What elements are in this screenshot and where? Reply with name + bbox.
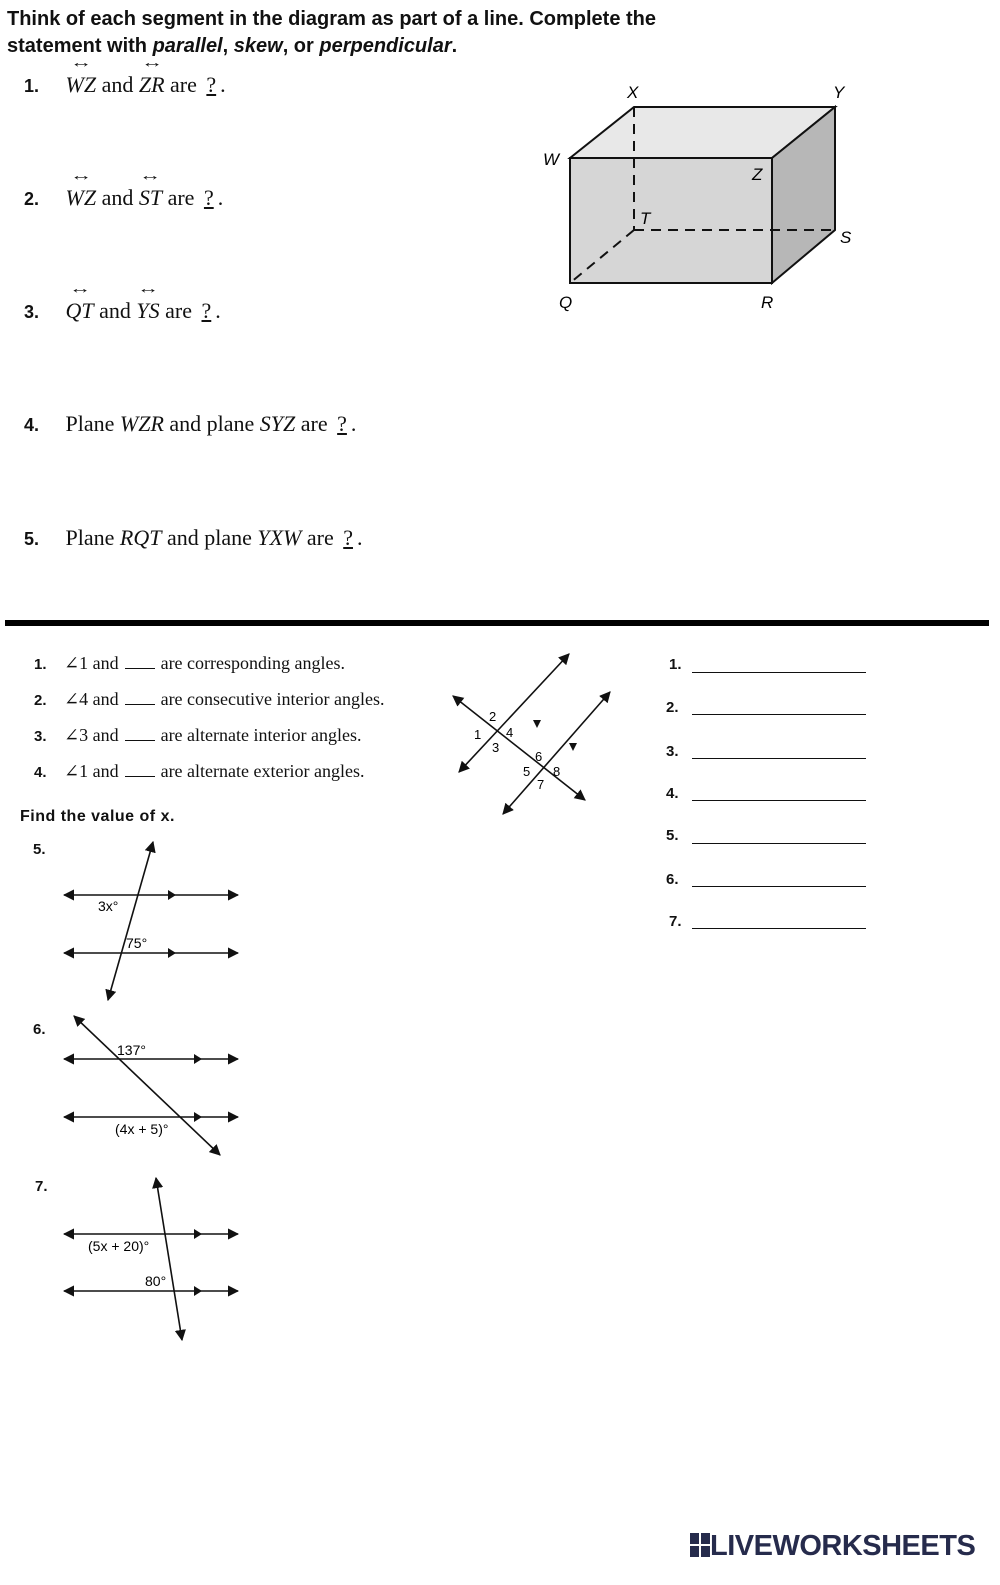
- angle-label-3: 3: [492, 740, 500, 755]
- answer-number: 4.: [666, 785, 679, 802]
- question-text: are alternate interior angles.: [160, 725, 362, 745]
- option-skew: skew: [233, 35, 283, 57]
- vertex-label-x: X: [627, 83, 639, 102]
- parallel-marker: [168, 890, 176, 900]
- connector: and plane: [166, 525, 252, 550]
- problem-6-diagram: [60, 1010, 250, 1160]
- answer-blank[interactable]: ?: [343, 525, 353, 550]
- connector: and plane: [169, 411, 255, 436]
- liveworksheets-logo: [690, 1530, 975, 1563]
- period: .: [350, 411, 357, 436]
- question-number: 5.: [24, 529, 40, 549]
- problem-5-diagram: [60, 838, 250, 1008]
- connector: are: [306, 525, 334, 550]
- question-5: [24, 525, 362, 551]
- line-qt: ↔ QT: [66, 298, 94, 324]
- angle-label-5: 5: [523, 764, 531, 779]
- angle-text: ∠1 and: [64, 761, 119, 781]
- angle-label-8: 8: [553, 764, 561, 779]
- answer-line-5[interactable]: [692, 843, 866, 844]
- line-wz: ↔ WZ: [66, 185, 97, 211]
- period: .: [215, 298, 221, 323]
- question-number: 1.: [24, 76, 40, 96]
- angle-label-2: 2: [489, 709, 497, 724]
- logo-text: LIVEWORKSHEETS: [710, 1530, 976, 1562]
- angle-question-1: [34, 653, 345, 674]
- question-text: are corresponding angles.: [160, 653, 346, 673]
- parallel-line-2: [503, 692, 610, 814]
- answer-blank[interactable]: ?: [206, 72, 217, 97]
- plane-rqt: RQT: [119, 525, 162, 550]
- plane-syz: SYZ: [259, 411, 296, 436]
- question-3: [24, 298, 221, 324]
- answer-blank[interactable]: ?: [337, 411, 347, 436]
- parallel-marker: [533, 720, 541, 728]
- line-ys: ↔ YS: [136, 298, 159, 324]
- plane-word: Plane: [65, 525, 115, 550]
- transversal-line: [453, 696, 585, 800]
- instructions-line-2: [7, 33, 887, 60]
- angle-question-3: [34, 725, 361, 746]
- angle-label-4: 4: [506, 725, 514, 740]
- angle-text: ∠1 and: [64, 653, 119, 673]
- answer-blank[interactable]: [125, 690, 155, 705]
- plane-yxw: YXW: [257, 525, 302, 550]
- instructions: [7, 6, 887, 60]
- answer-number: 2.: [666, 699, 679, 716]
- answer-number: 5.: [666, 827, 679, 844]
- angle-question-2: [34, 689, 384, 710]
- question-number: 2.: [24, 189, 40, 209]
- answer-blank[interactable]: [125, 726, 155, 741]
- separator: , or: [282, 35, 320, 57]
- parallel-marker: [194, 1054, 202, 1064]
- line-zr: ↔ ZR: [139, 72, 165, 98]
- separator: ,: [222, 35, 234, 57]
- logo-grid-icon: [690, 1533, 710, 1557]
- vertex-label-s: S: [840, 228, 852, 247]
- angle-label-top: 3x°: [98, 898, 119, 914]
- angle-label-bottom: 80°: [145, 1273, 167, 1289]
- period: .: [220, 72, 226, 97]
- answer-number: 7.: [669, 913, 682, 930]
- vertex-label-y: Y: [833, 83, 845, 102]
- connector: and: [101, 185, 134, 210]
- vertex-label-r: R: [761, 293, 774, 312]
- connector: and: [101, 72, 134, 97]
- question-number: 1.: [34, 656, 47, 673]
- angle-label-7: 7: [537, 777, 545, 792]
- parallel-marker: [168, 948, 176, 958]
- option-perpendicular: perpendicular: [319, 35, 452, 57]
- connector: are: [300, 411, 328, 436]
- instructions-lead: statement with: [7, 35, 153, 57]
- parallel-marker: [194, 1229, 202, 1239]
- answer-blank[interactable]: ?: [203, 185, 214, 210]
- angle-text: ∠3 and: [64, 725, 119, 745]
- answer-number: 1.: [669, 656, 682, 673]
- period: .: [356, 525, 363, 550]
- question-number: 3.: [34, 728, 47, 745]
- problem-7-number: 7.: [35, 1178, 48, 1195]
- connector: are: [170, 72, 197, 97]
- prism-front-face: [570, 158, 772, 283]
- problem-5-number: 5.: [33, 841, 46, 858]
- connector: are: [165, 298, 192, 323]
- answer-blank[interactable]: [125, 762, 155, 777]
- answer-blank[interactable]: ?: [201, 298, 212, 323]
- angle-question-4: [34, 761, 364, 782]
- connector: and: [99, 298, 131, 323]
- question-number: 4.: [34, 764, 47, 781]
- transversal-diagram: [445, 648, 645, 823]
- connector: are: [167, 185, 195, 210]
- question-number: 4.: [24, 415, 40, 435]
- answer-line-3[interactable]: [692, 758, 866, 759]
- question-1: [24, 72, 226, 98]
- option-parallel: parallel: [152, 35, 223, 57]
- parallel-marker: [194, 1112, 202, 1122]
- instructions-line-1: Think of each segment in the diagram as part of a line. Complete the: [7, 8, 657, 30]
- find-x-heading: Find the value of x.: [20, 808, 175, 825]
- vertex-label-w: W: [543, 150, 560, 169]
- parallel-marker: [194, 1286, 202, 1296]
- problem-6-number: 6.: [33, 1021, 46, 1038]
- vertex-label-t: T: [640, 209, 651, 228]
- question-number: 3.: [24, 302, 40, 322]
- answer-line-6[interactable]: [692, 886, 866, 887]
- angle-label-6: 6: [535, 749, 543, 764]
- transversal-line: [156, 1178, 182, 1340]
- prism-diagram: [530, 70, 870, 320]
- line-wz: ↔ WZ: [66, 72, 97, 98]
- plane-word: Plane: [65, 411, 115, 436]
- question-4: [24, 411, 356, 437]
- vertex-label-q: Q: [559, 293, 573, 312]
- answer-number: 3.: [666, 743, 679, 760]
- period: .: [217, 185, 224, 210]
- question-2: [24, 185, 223, 211]
- plane-wzr: WZR: [119, 411, 164, 436]
- problem-7-diagram: [60, 1172, 250, 1347]
- answer-line-1[interactable]: [692, 672, 866, 673]
- angle-text: ∠4 and: [64, 689, 119, 709]
- section-divider: [5, 620, 989, 626]
- angle-label-bottom: 75°: [126, 935, 148, 951]
- vertex-label-z: Z: [752, 165, 763, 184]
- angle-label-1: 1: [474, 727, 482, 742]
- answer-blank[interactable]: [125, 654, 155, 669]
- angle-label-bottom: (4x + 5)°: [115, 1121, 169, 1137]
- angle-label-top: 137°: [117, 1042, 146, 1058]
- period: .: [451, 35, 458, 57]
- answer-number: 6.: [666, 871, 679, 888]
- line-st: ↔ ST: [139, 185, 162, 211]
- parallel-marker: [569, 743, 577, 751]
- angle-label-top: (5x + 20)°: [88, 1238, 150, 1254]
- question-number: 2.: [34, 692, 47, 709]
- question-text: are alternate exterior angles.: [160, 761, 365, 781]
- question-text: are consecutive interior angles.: [160, 689, 385, 709]
- answer-line-4[interactable]: [692, 800, 866, 801]
- answer-line-2[interactable]: [692, 714, 866, 715]
- transversal-line: [108, 842, 153, 1000]
- answer-line-7[interactable]: [692, 928, 866, 929]
